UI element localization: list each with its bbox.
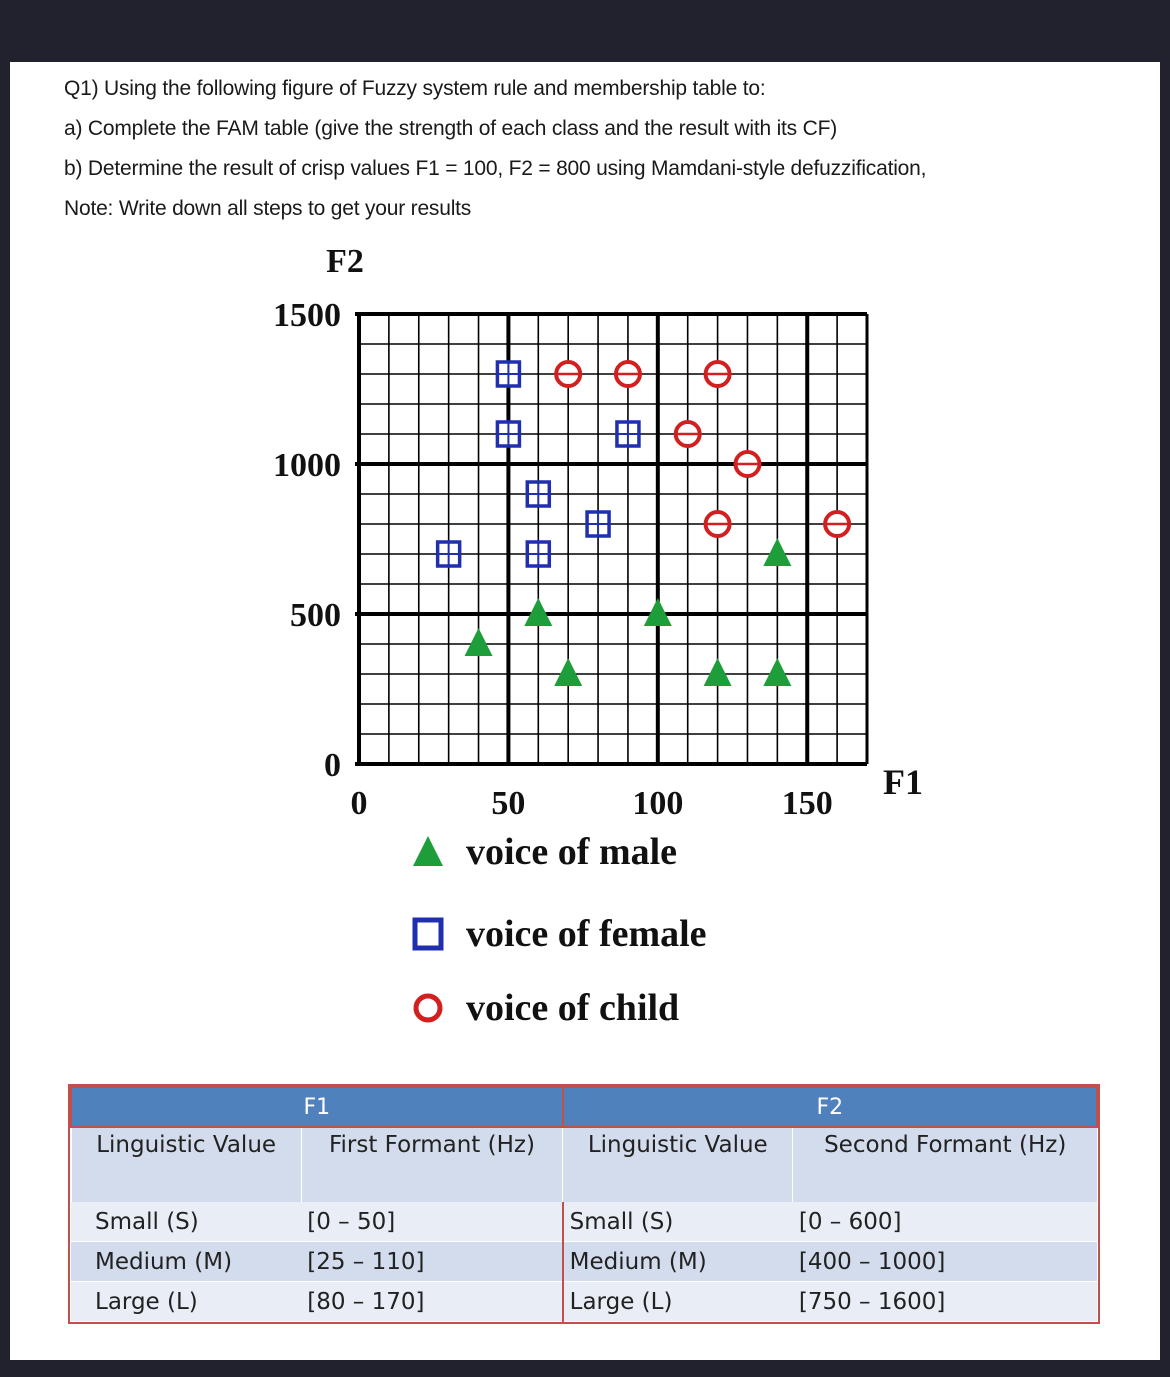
data-point-square [497,422,519,446]
x-tick-label: 150 [781,785,833,822]
column-header: Linguistic Value [71,1127,301,1202]
membership-table [70,1086,1098,1322]
data-point-circle [676,422,700,446]
chart-grid-minor [359,314,867,764]
x-axis-label: F1 [883,762,923,802]
column-header: Second Formant (Hz) [793,1127,1097,1202]
table-cell: Small (S) [563,1202,793,1242]
data-point-triangle [554,658,582,686]
data-point-square [438,542,460,566]
table-cell: Small (S) [71,1202,301,1242]
question-line-4: Note: Write down all steps to get your results [64,197,472,220]
table-cell: [25 – 110] [301,1242,562,1282]
x-tick-label: 50 [491,785,526,822]
table-cell: Medium (M) [563,1242,793,1282]
table-group-f1: F1 [71,1087,563,1127]
data-point-square [527,482,549,506]
table-cell: Large (L) [71,1282,301,1322]
data-point-square [497,362,519,386]
legend-label: voice of child [466,987,680,1029]
data-point-square [587,512,609,536]
column-header: First Formant (Hz) [301,1127,562,1202]
column-header: Linguistic Value [563,1127,793,1202]
chart-legend [413,831,707,1029]
table-cell: [400 – 1000] [793,1242,1097,1282]
question-sheet [10,62,1160,1360]
legend-label: voice of male [466,831,678,873]
y-axis-label: F2 [326,243,364,280]
table-cell: Large (L) [563,1282,793,1322]
data-point-square [617,422,639,446]
data-point-triangle [465,628,493,656]
table-row [71,1242,1097,1282]
data-point-circle [735,452,759,476]
legend-swatch-square [415,920,441,948]
legend-swatch-triangle [413,836,443,866]
y-tick-label: 1000 [273,447,341,484]
data-point-triangle [704,658,732,686]
data-point-triangle [763,658,791,686]
legend-label: voice of female [466,913,707,955]
data-point-circle [706,362,730,386]
data-point-circle [616,362,640,386]
table-row [71,1202,1097,1242]
question-line-3: b) Determine the result of crisp values F1 = 100, F2 = 800 using Mamdani-style defuzzification, [64,157,927,180]
y-tick-label: 1500 [273,297,341,334]
x-tick-label: 0 [350,785,368,822]
data-point-circle [706,512,730,536]
table-group-f2: F2 [563,1087,1097,1127]
data-point-square [527,542,549,566]
table-cell: [0 – 600] [793,1202,1097,1242]
table-cell: [0 – 50] [301,1202,562,1242]
question-line-1: Q1) Using the following figure of Fuzzy system rule and membership table to: [64,77,766,100]
table-row [71,1282,1097,1322]
question-line-2: a) Complete the FAM table (give the strength of each class and the result with its CF) [64,117,837,140]
table-cell: [80 – 170] [301,1282,562,1322]
y-tick-label: 500 [290,597,341,634]
legend-swatch-circle [416,996,440,1020]
x-tick-label: 100 [632,785,684,822]
chart-tick-labels [273,297,833,822]
y-tick-label: 0 [324,747,341,784]
data-point-circle [556,362,580,386]
table-cell: Medium (M) [71,1242,301,1282]
data-point-circle [825,512,849,536]
data-point-triangle [763,538,791,566]
chart-grid-major [355,314,867,764]
scatter-figure [10,62,1160,1072]
table-cell: [750 – 1600] [793,1282,1097,1322]
